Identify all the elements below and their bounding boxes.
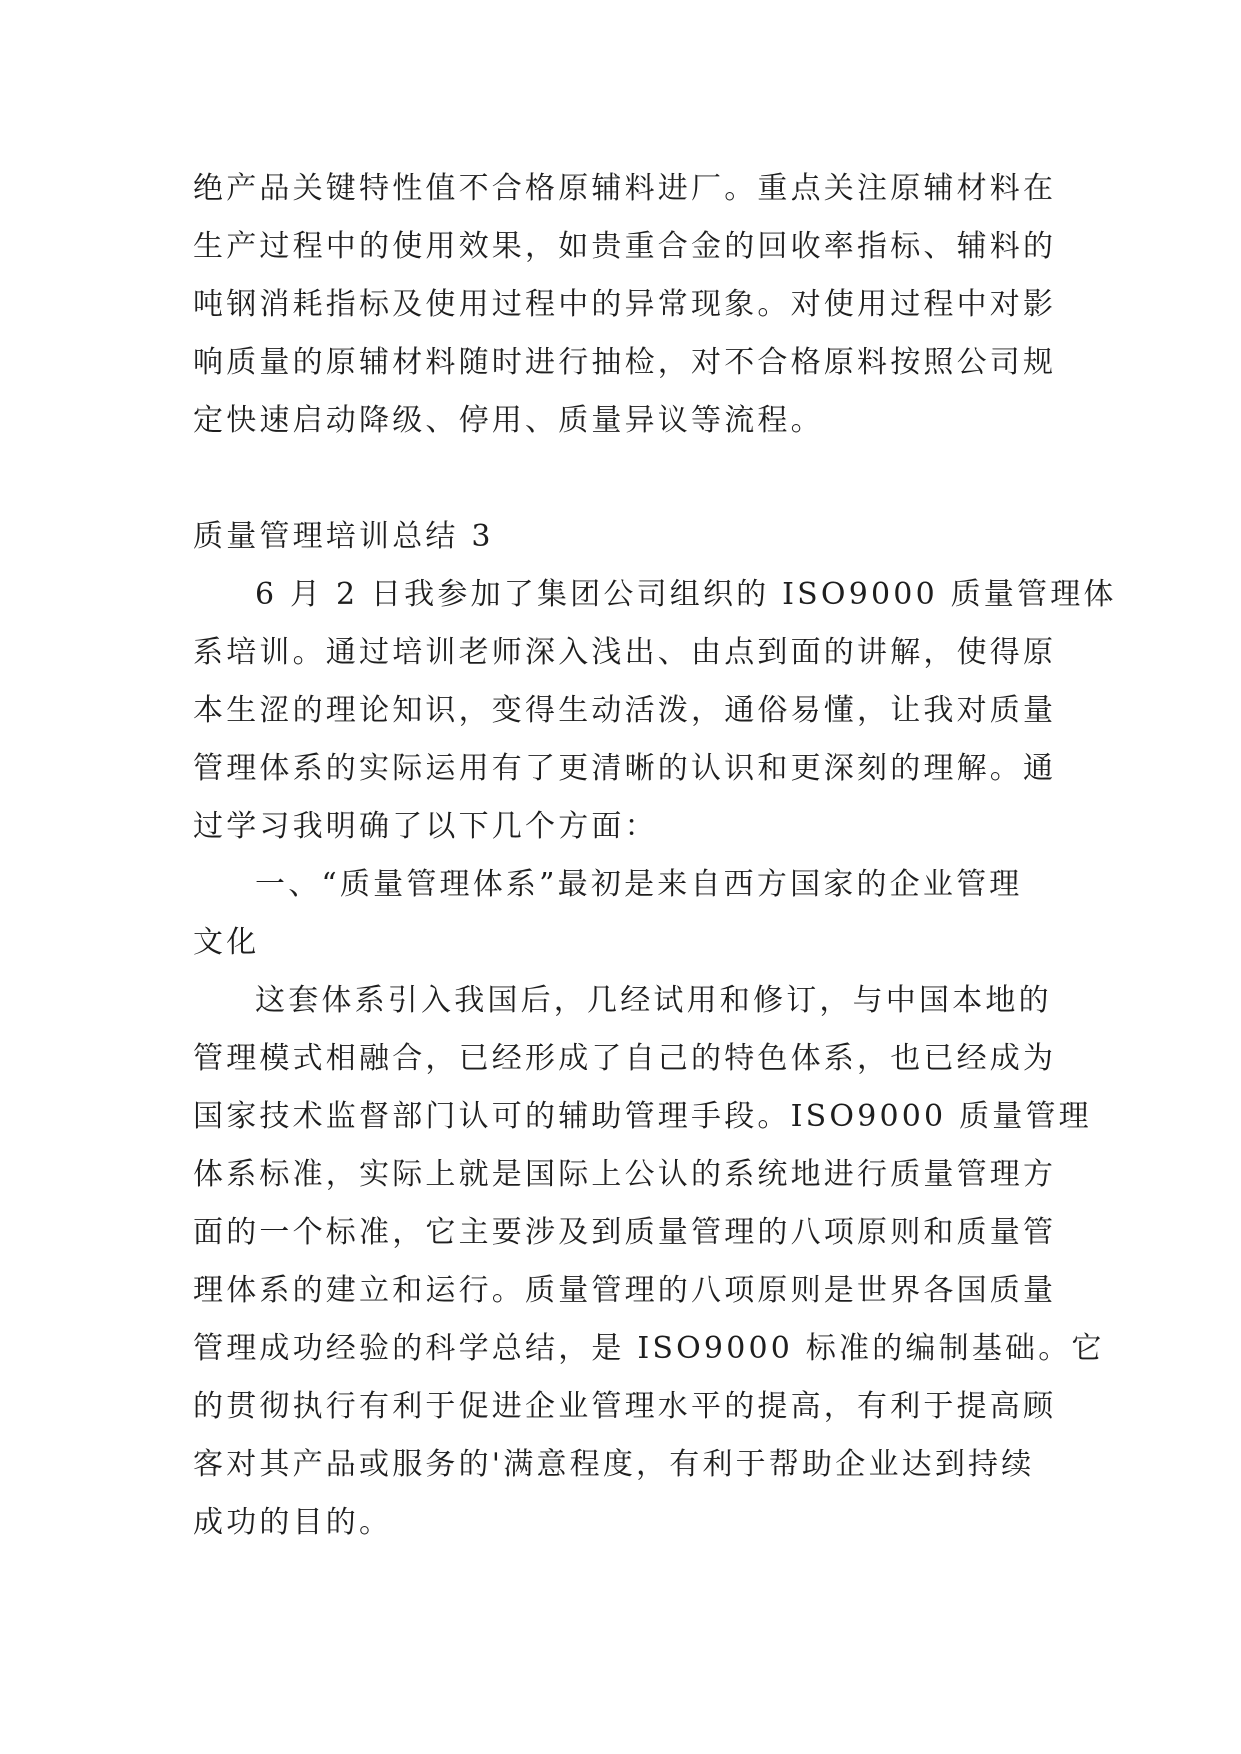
paragraph-body [193,972,1105,1552]
text-line: 理体系的建立和运行。质量管理的八项原则是世界各国质量 [193,1273,1057,1308]
text-line: 面的一个标准，它主要涉及到质量管理的八项原则和质量管 [193,1215,1057,1250]
text-line: 成功的目的。 [193,1505,393,1540]
text-line: 系培训。通过培训老师深入浅出、由点到面的讲解，使得原 [193,635,1057,670]
paragraph-intro [193,566,1117,856]
text-line: 国家技术监督部门认可的辅助管理手段。ISO9000 质量管理 [193,1099,1092,1134]
paragraph-continued [193,160,1057,450]
text-line: 生产过程中的使用效果，如贵重合金的回收率指标、辅料的 [193,229,1057,264]
paragraph-spacer [193,450,1053,508]
text-line: 过学习我明确了以下几个方面： [193,809,658,844]
text-line: 一、“质量管理体系”最初是来自西方国家的企业管理 [255,867,1023,902]
text-line: 管理成功经验的科学总结，是 ISO9000 标准的编制基础。它 [193,1331,1105,1366]
text-line: 吨钢消耗指标及使用过程中的异常现象。对使用过程中对影 [193,287,1057,322]
section-heading: 质量管理培训总结 3 [193,519,494,554]
text-line: 响质量的原辅材料随时进行抽检，对不合格原料按照公司规 [193,345,1057,380]
text-line: 管理体系的实际运用有了更清晰的认识和更深刻的理解。通 [193,751,1057,786]
text-line: 文化 [193,925,260,960]
text-line: 的贯彻执行有利于促进企业管理水平的提高，有利于提高顾 [193,1389,1057,1424]
text-line: 体系标准，实际上就是国际上公认的系统地进行质量管理方 [193,1157,1057,1192]
text-line: 管理模式相融合，已经形成了自己的特色体系，也已经成为 [193,1041,1057,1076]
text-line: 客对其产品或服务的'满意程度，有利于帮助企业达到持续 [193,1447,1035,1482]
document-body [193,160,1117,1552]
text-line: 6 月 2 日我参加了集团公司组织的 ISO9000 质量管理体 [255,577,1117,612]
subsection-title [193,856,1053,972]
text-line: 本生涩的理论知识，变得生动活泼，通俗易懂，让我对质量 [193,693,1057,728]
text-line: 绝产品关键特性值不合格原辅料进厂。重点关注原辅材料在 [193,171,1057,206]
text-line: 定快速启动降级、停用、质量异议等流程。 [193,403,824,438]
text-line: 这套体系引入我国后，几经试用和修订，与中国本地的 [255,983,1052,1018]
